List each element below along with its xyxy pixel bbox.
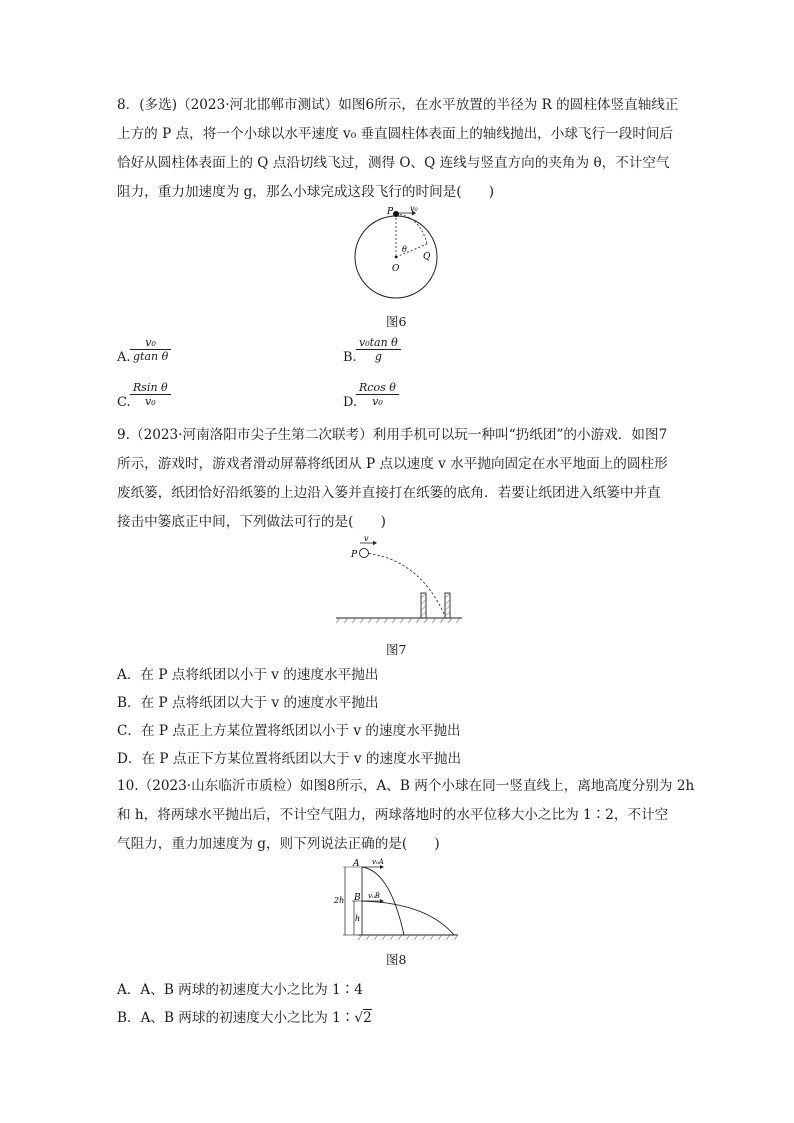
trajectory-b [362,901,454,935]
q9-line-1: 9.（2023·河南洛阳市尖子生第二次联考）利用手机可以玩一种叫“扔纸团”的小游戏．如图7 [117,427,668,443]
label-b: B [354,893,361,903]
q9-option-a: A．在 P 点将纸团以小于 v 的速度水平抛出 [117,667,379,683]
q9-option-d: D．在 P 点正下方某位置将纸团以大于 v 的速度水平抛出 [117,751,462,767]
q10-line-1: 10.（2023·山东临沂市质检）如图8所示，A、B 两个小球在同一竖直线上，离地高度分别为 2h [117,778,695,794]
figure-8 [332,855,462,943]
figure-7 [334,534,466,626]
q10-option-b [117,1009,372,1027]
label-h: h [355,914,361,923]
q8-option-d-fraction [356,381,399,408]
label-o: O [392,264,400,274]
label-v0b: v₀B [368,892,380,900]
q8-line-4: 阻力，重力加速度为 g，那么小球完成这段飞行的时间是( ) [117,184,495,200]
q8-option-c-fraction [130,381,171,408]
figure-8-caption: 图8 [386,952,407,967]
q8-option-d-den: v₀ [372,395,383,408]
q8-option-c-den: v₀ [145,395,156,408]
q8-line-2: 上方的 P 点，将一个小球以水平速度 v₀ 垂直圆柱体表面上的轴线抛出，小球飞行一段时间后 [117,126,674,142]
label-a: A [353,859,360,869]
figure-7-caption: 图7 [386,642,407,657]
q8-line-1: 8．(多选)（2023·河北邯郸市测试）如图6所示，在水平放置的半径为 R 的圆柱体竖直轴线正 [117,97,679,113]
label-theta: θ [402,245,407,254]
q8-option-a-num: v₀ [145,336,156,349]
q9-line-3: 废纸篓，纸团恰好沿纸篓的上边沿入篓并直接打在纸篓的底角．若要让纸团进入纸篓中并直 [117,485,661,501]
q10-line-3: 气阻力，重力加速度为 g，则下列说法正确的是( ) [117,836,440,852]
q8-option-b-den: g [374,350,382,363]
q9-option-b: B．在 P 点将纸团以大于 v 的速度水平抛出 [117,695,379,711]
q10-option-a: A．A、B 两球的初速度大小之比为 1∶4 [117,982,363,998]
q8-option-b-fraction [356,336,401,363]
figure-6 [350,202,450,304]
q8-option-b-num: v₀tan θ [359,336,398,349]
q8-option-d-letter: D. [343,395,358,410]
q8-option-c-letter: C. [117,395,131,410]
q8-option-c-num: Rsin θ [133,381,168,394]
figure-6-caption: 图6 [386,314,407,329]
label-p: P [351,550,358,560]
q8-option-a-letter: A. [117,350,131,365]
ball [393,211,399,217]
label-v0a: v₀A [372,858,384,866]
label-q: Q [423,252,431,262]
q9-option-c: C．在 P 点正上方某位置将纸团以小于 v 的速度水平抛出 [117,723,461,739]
center-o [395,256,398,259]
q8-option-a-fraction [130,336,171,363]
q10-option-b-text: B．A、B 两球的初速度大小之比为 1∶ [117,1010,355,1026]
q9-line-4: 接击中篓底正中间，下列做法可行的是( ) [117,514,386,530]
label-p: P [387,207,394,217]
q8-option-b-letter: B. [343,350,357,365]
q10-line-2: 和 h，将两球水平抛出后，不计空气阻力，两球落地时的水平位移大小之比为 1∶2，不计空 [117,807,669,823]
trajectory [396,214,427,244]
q8-line-3: 恰好从圆柱体表面上的 Q 点沿切线飞过，测得 O、Q 连线与竖直方向的夹角为 θ，不计空气 [117,155,670,171]
q10-option-b-radicand: 2 [363,1010,372,1026]
paper-ball [360,549,369,558]
q8-option-d-num: Rcos θ [359,381,396,394]
label-v0: v₀ [410,204,418,213]
trajectory [364,553,445,616]
label-2h: 2h [334,896,345,905]
q8-option-a-den: gtan θ [133,350,169,363]
label-v: v [364,534,369,543]
sqrt-symbol: √ [354,1010,364,1026]
q9-line-2: 所示，游戏时，游戏者滑动屏幕将纸团从 P 点以速度 v 水平抛向固定在水平地面上的圆柱形 [117,456,668,472]
